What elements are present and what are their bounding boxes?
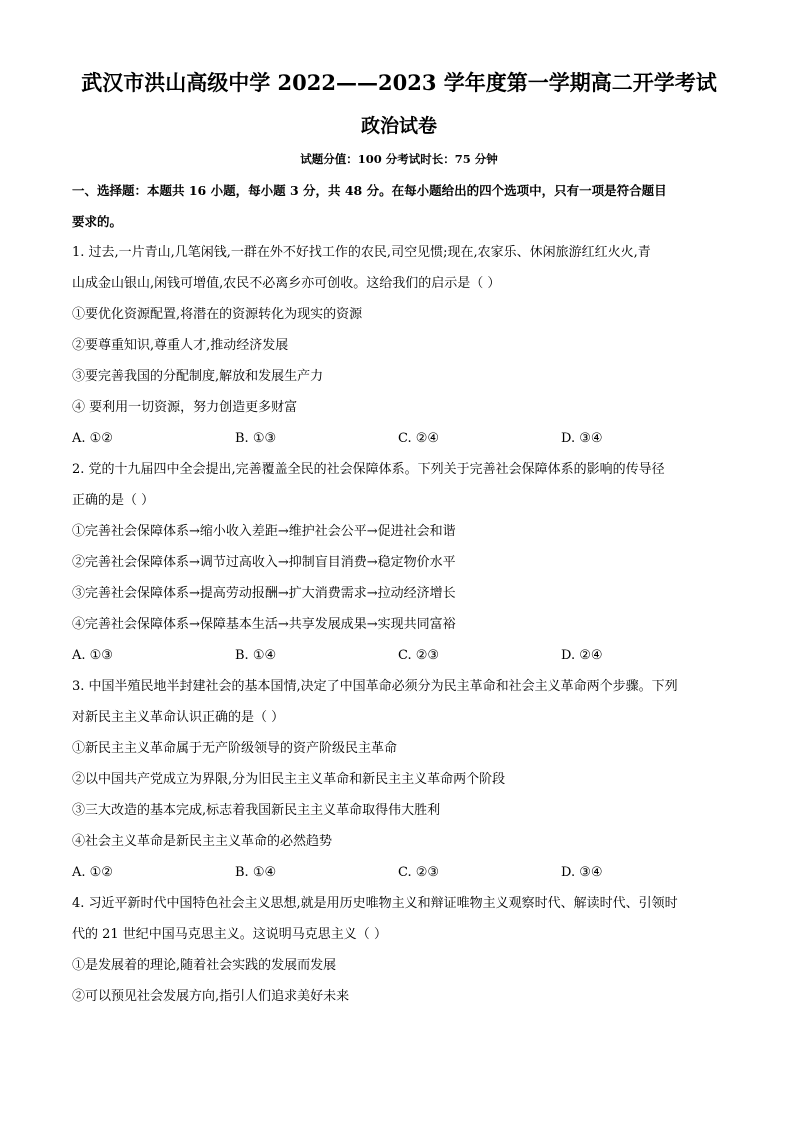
answer-choice-b: B. ①④: [235, 865, 277, 880]
answer-choice-d: D. ③④: [561, 865, 603, 880]
question-stem-line: 正确的是（ ）: [72, 493, 155, 508]
answer-choices: [72, 640, 726, 671]
answer-choices: [72, 857, 726, 888]
exam-page: [72, 68, 726, 1012]
exam-subject: 政治试卷: [360, 115, 437, 137]
question-1: [72, 237, 726, 454]
answer-choice-c: C. ②③: [398, 648, 440, 663]
answer-choice-a: A. ①②: [72, 865, 113, 880]
statement-option: ③完善社会保障体系→提高劳动报酬→扩大消费需求→拉动经济增长: [72, 586, 456, 601]
statement-option: ①要优化资源配置,将潜在的资源转化为现实的资源: [72, 307, 363, 322]
statement-option: ②完善社会保障体系→调节过高收入→抑制盲目消费→稳定物价水平: [72, 555, 456, 570]
statement-option: ③三大改造的基本完成,标志着我国新民主主义革命取得伟大胜利: [72, 803, 441, 818]
answer-choice-d: D. ③④: [561, 431, 603, 446]
statement-option: ②要尊重知识,尊重人才,推动经济发展: [72, 338, 289, 353]
question-stem-line: 山成金山银山,闲钱可增值,农民不必离乡亦可创收。这给我们的启示是（ ）: [72, 276, 501, 291]
section-heading-line: 一、选择题：本题共 16 小题，每小题 3 分，共 48 分。在每小题给出的四个选项中，只有一项是符合题目: [72, 183, 667, 198]
question-stem-line: 4. 习近平新时代中国特色社会主义思想,就是用历史唯物主义和辩证唯物主义观察时代、解读时代、引领时: [72, 896, 678, 911]
statement-option: ③要完善我国的分配制度,解放和发展生产力: [72, 369, 324, 384]
statement-option: ④社会主义革命是新民主主义革命的必然趋势: [72, 834, 333, 849]
section-heading: [72, 175, 726, 237]
question-2: [72, 454, 726, 671]
question-stem-line: 代的 21 世纪中国马克思主义。这说明马克思主义（ ）: [72, 927, 387, 942]
question-stem-line: 对新民主主义革命认识正确的是（ ）: [72, 710, 285, 725]
answer-choice-c: C. ②③: [398, 865, 440, 880]
answer-choice-a: A. ①③: [72, 648, 113, 663]
answer-choices: [72, 423, 726, 454]
exam-meta: 试题分值：100 分考试时长：75 分钟: [300, 152, 498, 166]
section-heading-line: 要求的。: [72, 214, 123, 229]
answer-choice-d: D. ②④: [561, 648, 603, 663]
statement-option: ②以中国共产党成立为界限,分为旧民主主义革命和新民主主义革命两个阶段: [72, 772, 506, 787]
answer-choice-b: B. ①③: [235, 431, 277, 446]
question-stem-line: 2. 党的十九届四中全会提出,完善覆盖全民的社会保障体系。下列关于完善社会保障体系的影响的传导径: [72, 462, 665, 477]
statement-option: ④ 要利用一切资源，努力创造更多财富: [72, 400, 298, 415]
statement-option: ①完善社会保障体系→缩小收入差距→维护社会公平→促进社会和谐: [72, 524, 456, 539]
answer-choice-b: B. ①④: [235, 648, 277, 663]
question-4: [72, 888, 726, 1012]
answer-choice-a: A. ①②: [72, 431, 113, 446]
exam-title: 武汉市洪山高级中学 2022——2023 学年度第一学期高二开学考试: [81, 70, 717, 95]
question-stem-line: 3. 中国半殖民地半封建社会的基本国情,决定了中国革命必须分为民主革命和社会主义革命两个步骤。下列: [72, 679, 678, 694]
question-3: [72, 671, 726, 888]
statement-option: ①是发展着的理论,随着社会实践的发展而发展: [72, 958, 337, 973]
question-stem-line: 1. 过去,一片青山,几笔闲钱,一群在外不好找工作的农民,司空见惯;现在,农家乐、休闲旅游红红火火,青: [72, 245, 651, 260]
answer-choice-c: C. ②④: [398, 431, 440, 446]
statement-option: ②可以预见社会发展方向,指引人们追求美好未来: [72, 989, 350, 1004]
statement-option: ①新民主主义革命属于无产阶级领导的资产阶级民主革命: [72, 741, 398, 756]
statement-option: ④完善社会保障体系→保障基本生活→共享发展成果→实现共同富裕: [72, 617, 456, 632]
